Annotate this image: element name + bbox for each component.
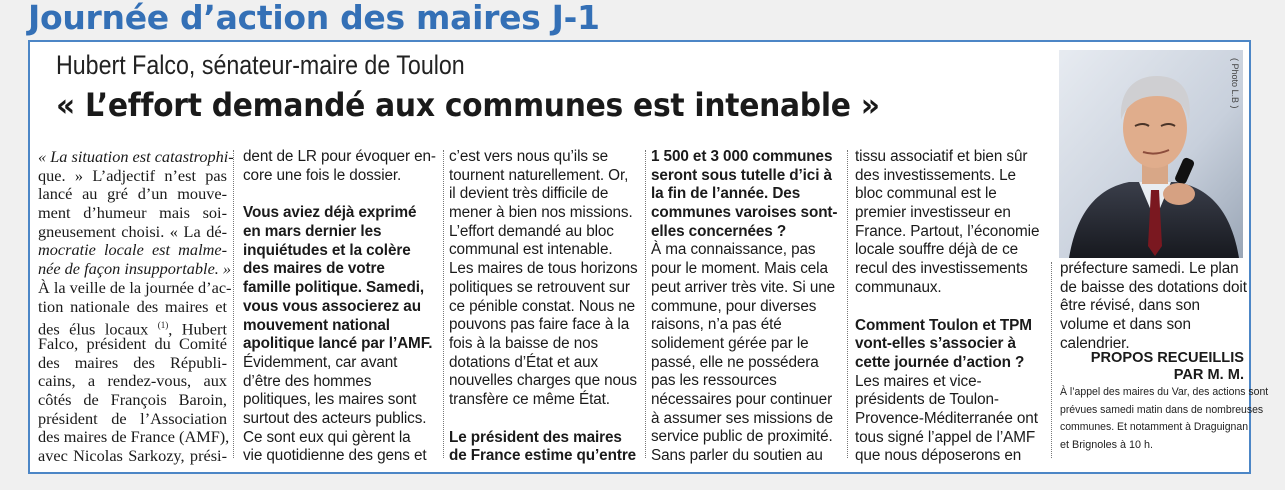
text-line: solidement gérée par le	[651, 334, 809, 352]
text-line: surtout des acteurs publics.	[243, 409, 427, 427]
text-line: pour le moment. Mais cela	[651, 260, 828, 278]
question-line: Vous aviez déjà exprimé	[243, 204, 417, 222]
text-line: Les maires et vice-	[855, 372, 982, 390]
column-rule	[443, 150, 444, 458]
text-line: volume et dans son	[1060, 316, 1191, 334]
signature-line: PAR M. M.	[1173, 367, 1244, 383]
text-line: service public de proximité.	[651, 428, 833, 446]
caption-line: prévues samedi matin dans de nombreuses	[1060, 403, 1264, 416]
text-line: de baisse des dotations doit	[1060, 278, 1247, 296]
text-line: pas les ressources	[651, 372, 777, 390]
question-line: apolitique lancé par l’AMF.	[243, 335, 433, 353]
text-line: core une fois le dossier.	[243, 166, 402, 184]
photo-credit: ( Photo L.B )	[1230, 58, 1240, 109]
text-line: passé, elle ne possédera	[651, 353, 819, 371]
text-line: avec Nicolas Sarkozy, prési-	[38, 446, 227, 465]
text-line: recul des investissements	[855, 260, 1028, 278]
text-line: « La situation est catastrophi-	[38, 147, 234, 166]
text-line: nouvelles charges que nous	[449, 372, 637, 390]
text-line: des investissements. Le	[855, 166, 1016, 184]
text-line: communaux.	[855, 278, 942, 296]
column-rule	[645, 150, 646, 458]
question-line: inquiétudes et la colère	[243, 241, 411, 259]
question-line: la fin de l’année. Des	[651, 185, 801, 203]
text-line: être révisé, dans son	[1060, 297, 1200, 315]
caption-line: À l’appel des maires du Var, des actions sont	[1060, 386, 1269, 398]
text-line: tissu associatif et bien sûr	[855, 148, 1028, 165]
column-rule	[1051, 262, 1052, 458]
caption-line: et Brignoles à 10 h.	[1060, 438, 1154, 451]
text-line: tion nationale des maires et	[38, 296, 227, 316]
question-line: de France estime qu’entre	[449, 447, 637, 465]
text-line: Ce sont eux qui gèrent la	[243, 428, 411, 446]
text-line: des maires de France (AMF),	[38, 427, 230, 447]
text-line: politiques se retrouvent sur	[449, 278, 630, 296]
subtitle: Hubert Falco, sénateur-maire de Toulon	[56, 50, 465, 80]
text-line: raisons, n’a pas été	[651, 316, 782, 334]
question-line: elles concernées ?	[651, 222, 787, 240]
text-line: bloc communal est le	[855, 185, 997, 203]
column-5	[855, 148, 1047, 466]
text-line: Évidemment, car avant	[243, 353, 398, 371]
text-line: présidents de Toulon-	[855, 391, 999, 409]
question-line: seront sous tutelle d’ici à	[651, 166, 832, 184]
text-line: tournent naturellement. Or,	[449, 166, 629, 184]
text-line: il devient très difficile de	[449, 185, 609, 203]
text-line: lancé au gré d’un mouve-	[38, 184, 227, 204]
text-line: mener à bien nos missions.	[449, 204, 633, 222]
question-line: cette journée d’action ?	[855, 353, 1025, 371]
question-line: communes varoises sont-	[651, 204, 838, 222]
question-line: des maires de votre	[243, 260, 385, 278]
text-line: premier investisseur en	[855, 204, 1011, 222]
text-line: cains, a rendez-vous, aux	[38, 371, 227, 391]
text-line: d’être des hommes	[243, 372, 372, 390]
text-line: fois à la baisse de nos	[449, 334, 599, 352]
question-line: famille politique. Samedi,	[243, 279, 425, 297]
column-2	[243, 148, 436, 466]
column-rule	[847, 150, 848, 458]
text-line: peut arriver très vite. Si une	[651, 278, 836, 296]
column-6	[1060, 260, 1246, 353]
text-line: politiques, les maires sont	[243, 391, 417, 409]
text-line: c’est vers nous qu’ils se	[449, 148, 609, 165]
caption-line: communes. Et notamment à Draguignan	[1060, 421, 1249, 433]
question-line: Comment Toulon et TPM	[855, 316, 1032, 334]
text-line: communal est intenable.	[449, 241, 613, 259]
question-line: 1 500 et 3 000 communes	[651, 148, 833, 165]
photo-caption	[1060, 384, 1269, 454]
text-line: des élus locaux $^{(1)}$, Hubert	[38, 319, 227, 339]
text-line: commune, pour diverses	[651, 297, 817, 315]
text-line: Provence-Méditerranée ont	[855, 409, 1038, 427]
column-4	[651, 148, 841, 466]
question-line: vous vous associerez au	[243, 297, 421, 315]
text-line: que nous déposerons en	[855, 447, 1022, 465]
text-line: née de façon insupportable. »	[38, 259, 232, 279]
text-line: calendrier.	[1060, 334, 1130, 352]
text-line: France. Partout, l’économie	[855, 222, 1040, 240]
text-line: À la veille de la journée d’ac-	[38, 277, 232, 297]
text-line: ment d’humeur mais soi-	[38, 203, 227, 223]
portrait-photo	[1059, 50, 1243, 258]
text-line: tous signé l’appel de l’AMF	[855, 428, 1036, 446]
text-line: pouvons pas faire face à la	[449, 316, 630, 334]
text-line: locale souffre déjà de ce	[855, 241, 1019, 259]
text-line: nécessaires pour continuer	[651, 390, 833, 408]
signature-line: PROPOS RECUEILLIS	[1090, 350, 1244, 366]
text-line: transfère ce même État.	[449, 390, 610, 408]
text-line: à assumer ses missions de	[651, 409, 833, 427]
text-line: dotations d’État et aux	[449, 353, 599, 371]
column-rule	[233, 150, 234, 458]
text-line: dent de LR pour évoquer en-	[243, 148, 436, 165]
text-line: préfecture samedi. Le plan	[1060, 260, 1239, 277]
text-line: mocratie locale est malme-	[38, 240, 227, 260]
question-line: Le président des maires	[449, 428, 622, 446]
question-line: vont-elles s’associer à	[855, 335, 1016, 353]
text-line: gneusement choisi. « La dé-	[38, 221, 227, 241]
column-1	[38, 147, 234, 466]
text-line: que. » L’adjectif n’est pas	[38, 165, 227, 185]
text-line: vie quotidienne des gens et	[243, 447, 427, 465]
text-line: À ma connaissance, pas	[651, 241, 816, 259]
footnote-marker: (1)	[157, 320, 169, 331]
question-line: mouvement national	[243, 316, 390, 334]
question-line: en mars dernier les	[243, 223, 382, 241]
text-line: des maires des Républi-	[38, 352, 227, 372]
text-line: L’effort demandé au bloc	[449, 222, 614, 240]
headline: « L’effort demandé aux communes est intenable »	[56, 86, 880, 124]
text-line: côtés de François Baroin,	[38, 389, 227, 409]
text-line: ce pénible constat. Nous ne	[449, 297, 636, 315]
text-line: Sans parler du soutien au	[651, 447, 823, 464]
column-3	[449, 148, 639, 466]
kicker-title: Journée d’action des maires J-1	[28, 0, 600, 37]
text-line: Les maires de tous horizons	[449, 260, 638, 278]
text-line: président de l’Association	[38, 408, 227, 428]
text-line: Falco, président du Comité	[38, 333, 227, 353]
